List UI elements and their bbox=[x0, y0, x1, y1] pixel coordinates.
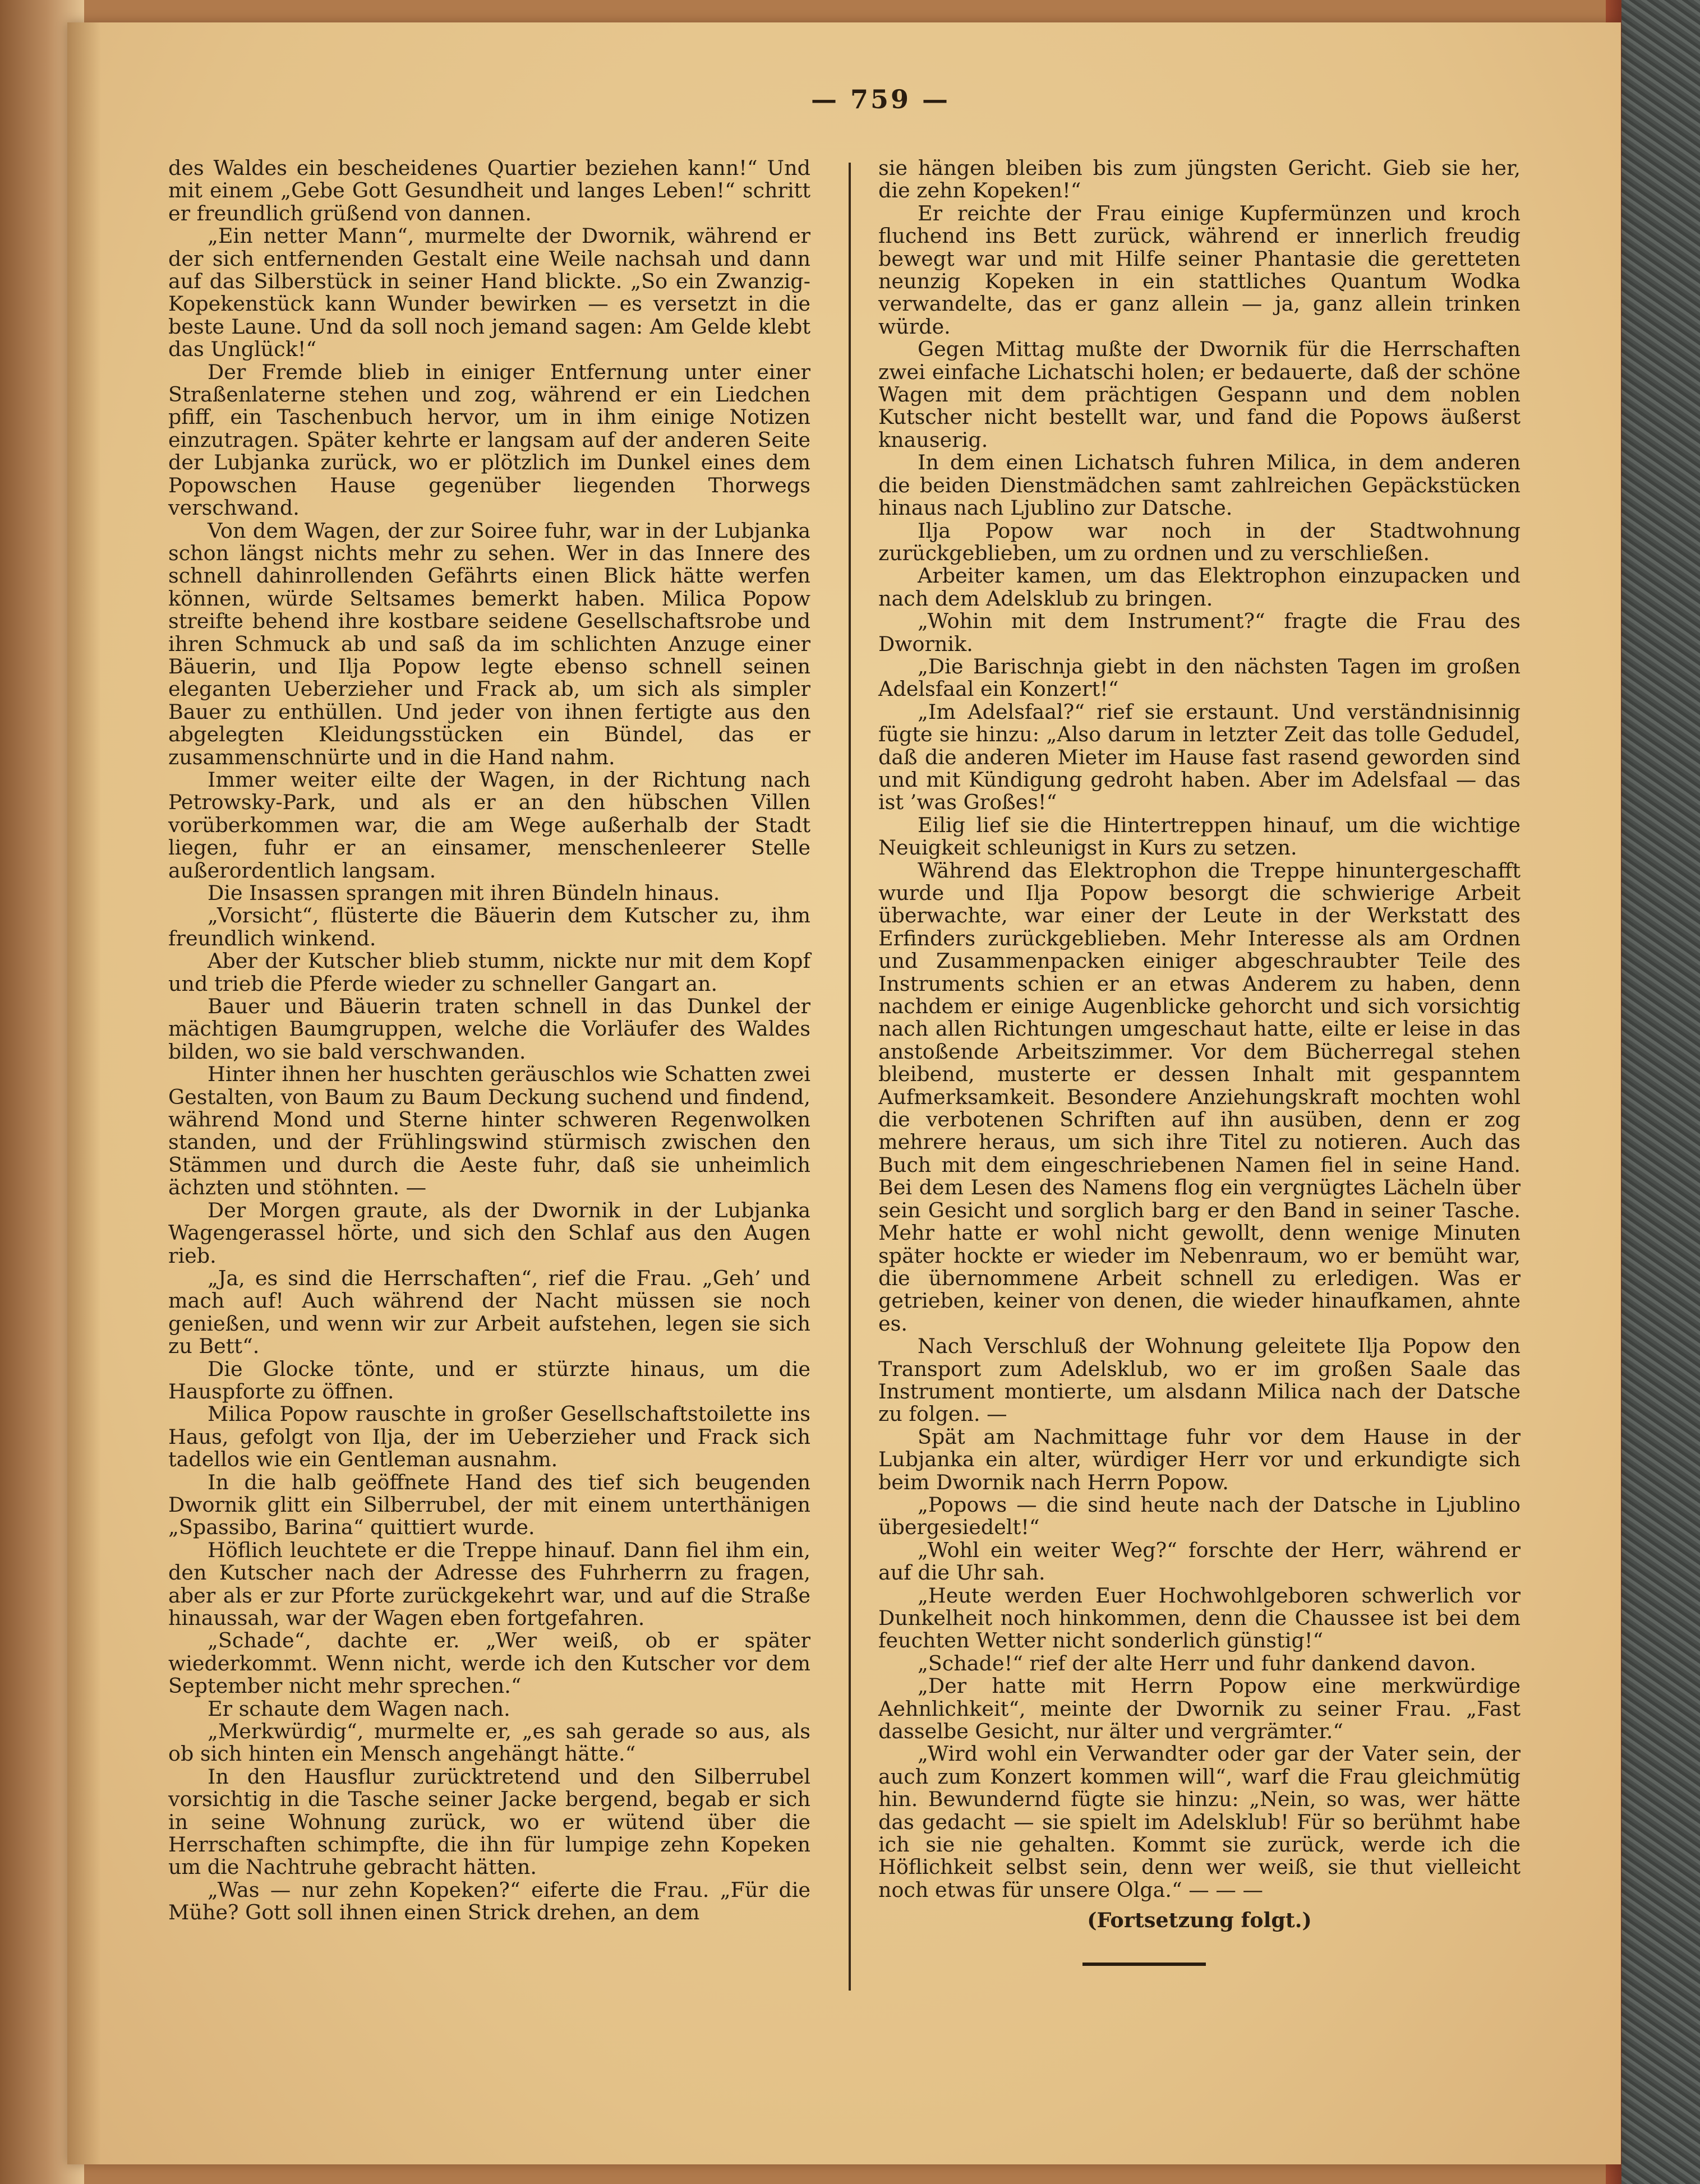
paragraph: Der Fremde blieb in einiger Entfernung unter einer Straßenlaterne stehen und zog, während er ein Liedchen pfiff, ein Taschenbuch hervor, um in ihm einige Notizen einzutragen. Später kehrte er langsam auf der anderen Seite der Lubjanka zurück, wo er plötzlich im Dunkel eines dem Popowschen Hause gegenüber liegenden Thorwegs verschwand. bbox=[168, 359, 810, 520]
book-cover-right bbox=[1621, 0, 1700, 2184]
paragraph: „Wohin mit dem Instrument?“ fragte die Frau des Dwornik. bbox=[878, 609, 1521, 656]
paragraph: Er schaute dem Wagen nach. bbox=[208, 1696, 510, 1721]
paragraph: Immer weiter eilte der Wagen, in der Richtung nach Petrowsky-Park, und als er an den hübschen Villen vorüberkommen war, die am Wege außerhalb der Stadt liegen, fuhr er an einsamer, menschenleerer Stelle außerordentlich langsam. bbox=[168, 767, 810, 883]
paragraph: In die halb geöffnete Hand des tief sich beugenden Dwornik glitt ein Silberrubel, der mit einem unterthänigen „Spassibo, Barina“ quittiert wurde. bbox=[168, 1470, 810, 1540]
paragraph: Arbeiter kamen, um das Elektrophon einzupacken und nach dem Adelsklub zu bringen. bbox=[878, 564, 1521, 611]
continuation-note: (Fortsetzung folgt.) bbox=[1087, 1908, 1312, 1933]
paragraph: sie hängen bleiben bis zum jüngsten Gericht. Gieb sie her, die zehn Kopeken!“ bbox=[878, 156, 1521, 203]
paragraph: des Waldes ein bescheidenes Quartier beziehen kann!“ Und mit einem „Gebe Gott Gesundheit und langes Leben!“ schritt er freundlich grüßend von dannen. bbox=[168, 156, 810, 225]
paragraph: Gegen Mittag mußte der Dwornik für die Herrschaften zwei einfache Lichatschi holen; er bedauerte, daß der schöne Wagen mit dem prächtigen Gespann und dem noblen Kutscher nicht bestellt war, und fand die Popows äußerst knauserig. bbox=[878, 337, 1521, 452]
paragraph: „Heute werden Euer Hochwohlgeboren schwerlich vor Dunkelheit noch hinkommen, denn die Chaussee ist bei dem feuchten Wetter nicht sonderlich günstig!“ bbox=[878, 1583, 1521, 1653]
gutter-shadow bbox=[67, 22, 101, 2164]
paragraph: In dem einen Lichatsch fuhren Milica, in dem anderen die beiden Dienstmädchen samt zahlreichen Gepäckstücken hinaus nach Ljublino zur Datsche. bbox=[878, 450, 1521, 520]
paragraph: Die Insassen sprangen mit ihren Bündeln hinaus. bbox=[208, 881, 720, 905]
column-divider bbox=[849, 163, 851, 1991]
paragraph: Der Morgen graute, als der Dwornik in der Lubjanka Wagengerassel hörte, und sich den Schlaf aus den Augen rieb. bbox=[168, 1198, 810, 1268]
paragraph: „Schade“, dachte er. „Wer weiß, ob er später wiederkommt. Wenn nicht, werde ich den Kutscher vor dem September nicht mehr sprechen.“ bbox=[168, 1628, 810, 1698]
paragraph: Ilja Popow war noch in der Stadtwohnung zurückgeblieben, um zu ordnen und zu verschließen. bbox=[878, 518, 1521, 565]
page-number: — 759 — bbox=[810, 84, 951, 114]
paragraph: „Schade!“ rief der alte Herr und fuhr dankend davon. bbox=[918, 1651, 1476, 1675]
paragraph: „Merkwürdig“, murmelte er, „es sah gerade so aus, als ob sich hinten ein Mensch angehängt hätte.“ bbox=[168, 1719, 810, 1766]
right-text-column bbox=[878, 157, 1521, 1932]
paragraph: „Wird wohl ein Verwandter oder gar der Vater sein, der auch zum Konzert kommen will“, warf die Frau gleichmütig hin. Bewundernd fügte sie hinzu: „Nein, so was, wer hätte das gedacht — sie spielt im Adelsklub! Für so berühmt habe ich sie nie gehalten. Kommt sie zurück, werde ich die Höflichkeit selbst sein, denn wer weiß, sie thut vielleicht noch etwas für unsere Olga.“ — — — bbox=[878, 1742, 1521, 1902]
paragraph: „Was — nur zehn Kopeken?“ eiferte die Frau. „Für die Mühe? Gott soll ihnen einen Strick drehen, an dem bbox=[168, 1877, 810, 1925]
paragraph: „Popows — die sind heute nach der Datsche in Ljublino übergesiedelt!“ bbox=[878, 1492, 1521, 1540]
paragraph: „Ja, es sind die Herrschaften“, rief die Frau. „Geh’ und mach auf! Auch während der Nacht müssen sie noch genießen, und wenn wir zur Arbeit aufstehen, legen sie sich zu Bett“. bbox=[168, 1266, 810, 1359]
paragraph: In den Hausflur zurücktretend und den Silberrubel vorsichtig in die Tasche seiner Jacke bergend, begab er sich in seine Wohnung zurück, wo er wütend über die Herrschaften schimpfte, die ihn für lumpige zehn Kopeken um die Nachtruhe gebracht hätten. bbox=[168, 1764, 810, 1880]
paragraph: Milica Popow rauschte in großer Gesellschaftstoilette ins Haus, gefolgt von Ilja, der im Ueberzieher und Frack sich tadellos wie ein Gentleman ausnahm. bbox=[168, 1402, 810, 1472]
paragraph: „Im Adelsfaal?“ rief sie erstaunt. Und verständnisinnig fügte sie hinzu: „Also darum in letzter Zeit das tolle Gedudel, daß die anderen Mieter im Hause fast rasend geworden sind und mit Kündigung gedroht haben. Aber im Adelsfaal — das ist ’was Großes!“ bbox=[878, 699, 1521, 815]
paragraph: „Wohl ein weiter Weg?“ forschte der Herr, während er auf die Uhr sah. bbox=[878, 1537, 1521, 1585]
paragraph: „Vorsicht“, flüsterte die Bäuerin dem Kutscher zu, ihm freundlich winkend. bbox=[168, 903, 810, 950]
paragraph: Er reichte der Frau einige Kupfermünzen und kroch fluchend ins Bett zurück, während er innerlich freudig bewegt war und mit Hilfe seiner Phantasie die geretteten neunzig Kopeken in ein stattliches Quantum Wodka verwandelte, das er ganz allein — ja, ganz allein trinken würde. bbox=[878, 201, 1521, 339]
paragraph: Bauer und Bäuerin traten schnell in das Dunkel der mächtigen Baumgruppen, welche die Vorläufer des Waldes bilden, wo sie bald verschwanden. bbox=[168, 994, 810, 1064]
left-text-column bbox=[168, 157, 810, 1924]
paragraph: Nach Verschluß der Wohnung geleitete Ilja Popow den Transport zum Adelsklub, wo er im großen Saale das Instrument montierte, um alsdann Milica nach der Datsche zu folgen. — bbox=[878, 1334, 1521, 1426]
paragraph: Aber der Kutscher blieb stumm, nickte nur mit dem Kopf und trieb die Pferde wieder zu schneller Gangart an. bbox=[168, 949, 810, 996]
paragraph: Höflich leuchtete er die Treppe hinauf. Dann fiel ihm ein, den Kutscher nach der Adresse des Fuhrherrn zu fragen, aber als er zur Pforte zurückgekehrt war, und auf die Straße hinaussah, war der Wagen eben fortgefahren. bbox=[168, 1537, 810, 1630]
paragraph: Die Glocke tönte, und er stürzte hinaus, um die Hauspforte zu öffnen. bbox=[168, 1356, 810, 1403]
paragraph: Eilig lief sie die Hintertreppen hinauf, um die wichtige Neuigkeit schleunigst in Kurs zu setzen. bbox=[878, 812, 1521, 860]
end-rule bbox=[1082, 1963, 1206, 1966]
paragraph: Von dem Wagen, der zur Soiree fuhr, war in der Lubjanka schon längst nichts mehr zu sehen. Wer in das Innere des schnell dahinrollenden Gefährts einen Blick hätte werfen können, würde Seltsames bemerkt haben. Milica Popow streifte behend ihre kostbare seidene Gesellschaftsrobe und ihren Schmuck ab und saß da im schlichten Anzuge einer Bäuerin, und Ilja Popow legte ebenso schnell seinen eleganten Ueberzieher und Frack ab, um sich als simpler Bauer zu enthüllen. Und jeder von ihnen fertigte aus den abgelegten Kleidungsstücken ein Bündel, das er zusammenschnürte und in die Hand nahm. bbox=[168, 518, 810, 769]
paragraph: Während das Elektrophon die Treppe hinuntergeschafft wurde und Ilja Popow besorgt die schwierige Arbeit überwachte, war einer der Leute in der Werkstatt des Erfinders zurückgeblieben. Mehr Interesse als am Ordnen und Zusammenpacken einiger abgeschraubter Teile des Instruments schien er an etwas Anderem zu haben, denn nachdem er einige Augenblicke gehorcht und sich vorsichtig nach allen Richtungen umgeschaut hatte, eilte er leise in das anstoßende Arbeitszimmer. Vor dem Bücherregal stehen bleibend, musterte er dessen Inhalt mit gespanntem Aufmerksamkeit. Besondere Anziehungskraft mochten wohl die verbotenen Schriften auf ihn ausüben, denn er zog mehrere heraus, um sich ihre Titel zu notieren. Auch das Buch mit dem eingeschriebenen Namen fiel in seine Hand. Bei dem Lesen des Namens flog ein vergnügtes Lächeln über sein Gesicht und sorglich barg er den Band in seiner Tasche. Mehr hatte er wohl nicht gewollt, denn wenige Minuten später hockte er wieder im Nebenraum, wo er bemüht war, die übernommene Arbeit schnell zu erledigen. Was er getrieben, keiner von denen, die wieder hinaufkamen, ahnte es. bbox=[878, 858, 1521, 1336]
paragraph: „Der hatte mit Herrn Popow eine merkwürdige Aehnlichkeit“, meinte der Dwornik zu seiner Frau. „Fast dasselbe Gesicht, nur älter und vergrämter.“ bbox=[878, 1674, 1521, 1744]
paragraph: Spät am Nachmittage fuhr vor dem Hause in der Lubjanka ein alter, würdiger Herr vor und erkundigte sich beim Dwornik nach Herrn Popow. bbox=[878, 1424, 1521, 1494]
paragraph: Hinter ihnen her huschten geräuschlos wie Schatten zwei Gestalten, von Baum zu Baum Deckung suchend und findend, während Mond und Sterne hinter schweren Regenwolken standen, und der Frühlingswind stürmisch zwischen den Stämmen und durch die Aeste fuhr, daß sie unheimlich ächzten und stöhnten. — bbox=[168, 1062, 810, 1200]
paragraph: „Die Barischnja giebt in den nächsten Tagen im großen Adelsfaal ein Konzert!“ bbox=[878, 654, 1521, 701]
paragraph: „Ein netter Mann“, murmelte der Dwornik, während er der sich entfernenden Gestalt eine Weile nachsah und dann auf das Silberstück in seiner Hand blickte. „So ein Zwanzig-Kopekenstück kann Wunder bewirken — es versetzt in die beste Laune. Und da soll noch jemand sagen: Am Gelde klebt das Unglück!“ bbox=[168, 224, 810, 362]
